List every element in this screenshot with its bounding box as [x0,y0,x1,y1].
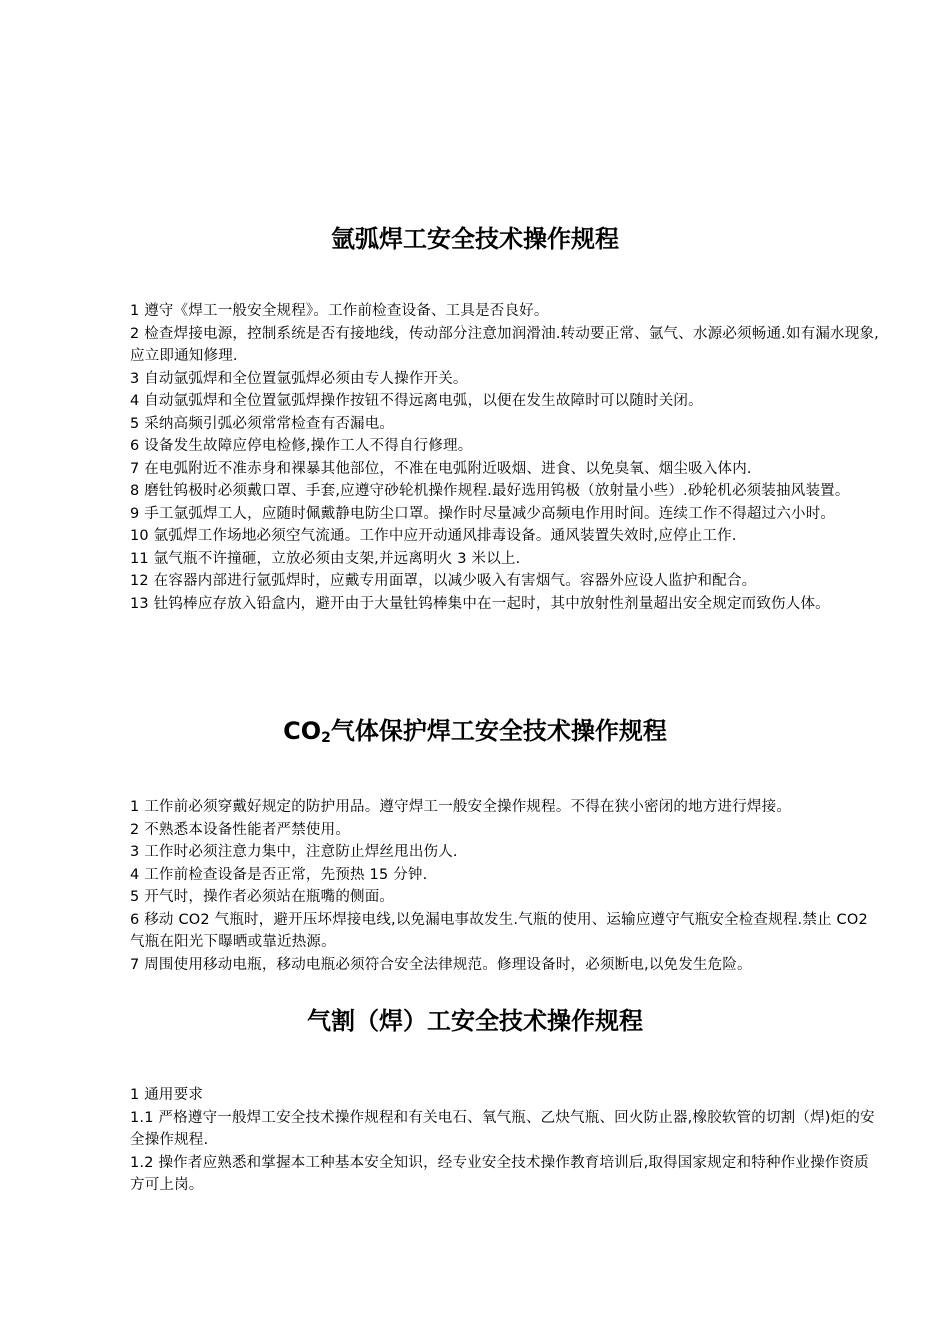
section-body-co2 [130,796,880,976]
list-item: 2 检查焊接电源，控制系统是否有接地线，传动部分注意加润滑油.转动要正常、氩气、水源必须畅通.如有漏水现象,应立即通知修理. [130,325,879,364]
list-item: 9 手工氩弧焊工人，应随时佩戴静电防尘口罩。操作时尽量减少高频电作用时间。连续工作不得超过六小时。 [130,505,836,522]
list-item: 6 移动 CO2 气瓶时，避开压坏焊接电线,以免漏电事故发生.气瓶的使用、运输应遵守气瓶安全检查规程.禁止 CO2 气瓶在阳光下曝晒或靠近热源。 [130,911,868,950]
title-subscript: 2 [321,730,331,746]
list-item: 5 采纳高频引弧必须常常检查有否漏电。 [130,415,395,432]
section-title-argon-arc: 氩弧焊工安全技术操作规程 [331,225,619,253]
list-item: 1 通用要求 [130,1087,204,1103]
list-item: 1.1 严格遵守一般焊工安全技术操作规程和有关电石、氧气瓶、乙炔气瓶、回火防止器,橡胶软管的切割（焊)炬的安全操作规程. [130,1109,875,1148]
section-body-argon-arc [130,300,880,615]
list-item: 2 不熟悉本设备性能者严禁使用。 [130,821,351,838]
list-item: 1.2 操作者应熟悉和掌握本工种基本安全知识，经专业安全技术操作教育培训后,取得国家规定和特种作业操作资质方可上岗。 [130,1154,869,1193]
list-item: 7 在电弧附近不准赤身和裸暴其他部位，不准在电弧附近吸烟、进食、以免臭氧、烟尘吸入体内. [130,460,752,477]
list-item: 8 磨钍钨极时必须戴口罩、手套,应遵守砂轮机操作规程.最好选用钨极（放射量小些）.砂轮机必须装抽风装置。 [130,483,850,499]
list-item: 3 工作时必须注意力集中，注意防止焊丝甩出伤人. [130,844,458,860]
section-title-gas-cutting: 气割（焊）工安全技术操作规程 [307,1007,643,1035]
section-title-co2 [0,716,950,753]
title-prefix: CO [283,717,322,745]
list-item: 4 自动氩弧焊和全位置氩弧焊操作按钮不得远离电弧，以便在发生故障时可以随时关闭。 [130,393,703,409]
list-item: 4 工作前检查设备是否正常，先预热 15 分钟. [130,866,428,883]
title-suffix: 气体保护焊工安全技术操作规程 [330,717,667,745]
list-item: 12 在容器内部进行氩弧焊时，应戴专用面罩，以减少吸入有害烟气。容器外应设人监护和配合。 [130,573,757,589]
list-item: 1 遵守《焊工一般安全规程》。工作前检查设备、工具是否良好。 [130,303,549,319]
list-item: 7 周围使用移动电瓶，移动电瓶必须符合安全法律规范。修理设备时，必须断电,以免发生危险。 [130,956,752,973]
list-item: 1 工作前必须穿戴好规定的防护用品。遵守焊工一般安全操作规程。不得在狭小密闭的地方进行焊接。 [130,799,792,815]
list-item: 6 设备发生故障应停电检修,操作工人不得自行修理。 [130,438,473,454]
list-item: 5 开气时，操作者必须站在瓶嘴的侧面。 [130,889,395,905]
list-item: 3 自动氩弧焊和全位置氩弧焊必须由专人操作开关。 [130,370,468,387]
section-body-gas-cutting [130,1084,880,1197]
list-item: 10 氩弧焊工作场地必须空气流通。工作中应开动通风排毒设备。通风装置失效时,应停止工作. [130,528,737,544]
list-item: 11 氩气瓶不许撞砸，立放必须由支架,并远离明火 3 米以上. [130,550,521,567]
list-item: 13 钍钨棒应存放入铅盒内，避开由于大量钍钨棒集中在一起时，其中放射性剂量超出安全规定而致伤人体。 [130,595,830,612]
